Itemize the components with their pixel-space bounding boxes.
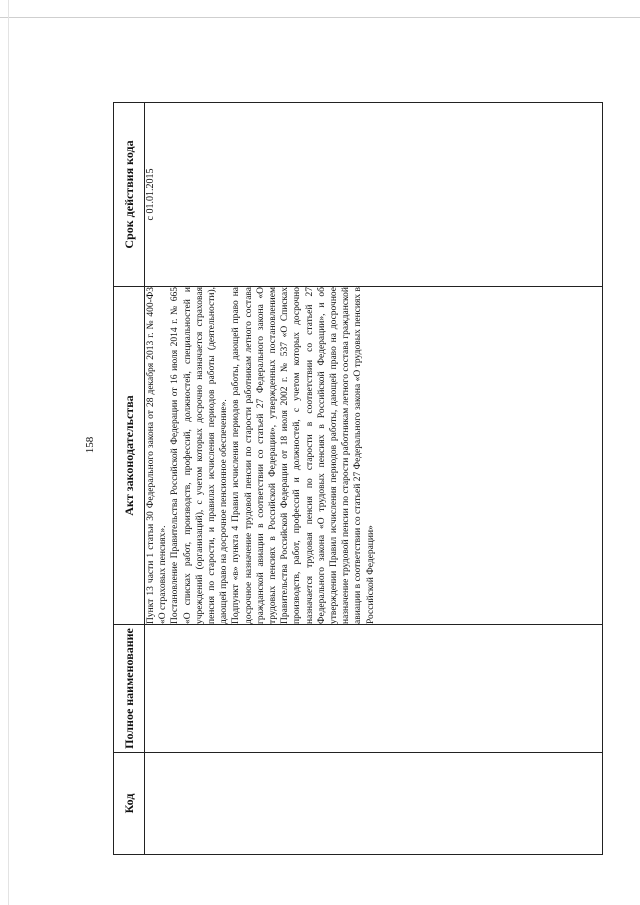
legislation-table <box>113 102 603 855</box>
cell-validity: с 01.01.2015 <box>145 103 603 287</box>
act-paragraph-2: Постановление Правительства Российской Федерации от 16 июля 2014 г. № 665 «О списках работ, производств, профессий, должностей, специальностей и учреждений (организаций), с учетом которых досрочно назначается страховая пенсия по старости, и правилах исчисления периодов работы (деятельности), дающей право на досрочное пенсионное обеспечение». <box>170 287 230 624</box>
table-header-row <box>114 103 145 855</box>
scan-edge-top <box>0 17 640 18</box>
cell-full-name <box>145 625 603 753</box>
cell-act <box>145 287 603 625</box>
page-number: 158 <box>84 436 96 454</box>
rotated-page-content <box>113 103 603 855</box>
header-full-name: Полное наименование <box>114 625 145 753</box>
cell-code <box>145 753 603 855</box>
act-paragraph-1: Пункт 13 части 1 статьи 30 Федерального закона от 28 декабря 2013 г. № 400-ФЗ «О страховых пенсиях». <box>146 287 169 624</box>
act-paragraph-3: Подпункт «в» пункта 4 Правил исчисления периодов работы, дающей право на досрочное назначение трудовой пенсии по старости работникам летного состава гражданской авиации в соответствии со статьей 27 Федерального закона «О трудовых пенсиях в Российской Федерации», утвержденных постановлением Правительства Российской Федерации от 18 июля 2002 г. № 537 «О Списках производств, работ, профессий и должностей, с учетом которых досрочно назначается трудовая пенсия по старости в соответствии со статьей 27 Федерального закона «О трудовых пенсиях в Российской Федерации», и об утверждении Правил исчисления периодов работы, дающей право на досрочное назначение трудовой пенсии по старости работникам летного состава гражданской авиации в соответствии со статьей 27 Федерального закона «О трудовых пенсиях в Российской Федерации» <box>231 287 376 624</box>
header-validity: Срок действия кода <box>114 103 145 287</box>
scan-edge-left <box>8 0 9 905</box>
header-act: Акт законодательства <box>114 287 145 625</box>
table-row <box>145 103 603 855</box>
header-code: Код <box>114 753 145 855</box>
